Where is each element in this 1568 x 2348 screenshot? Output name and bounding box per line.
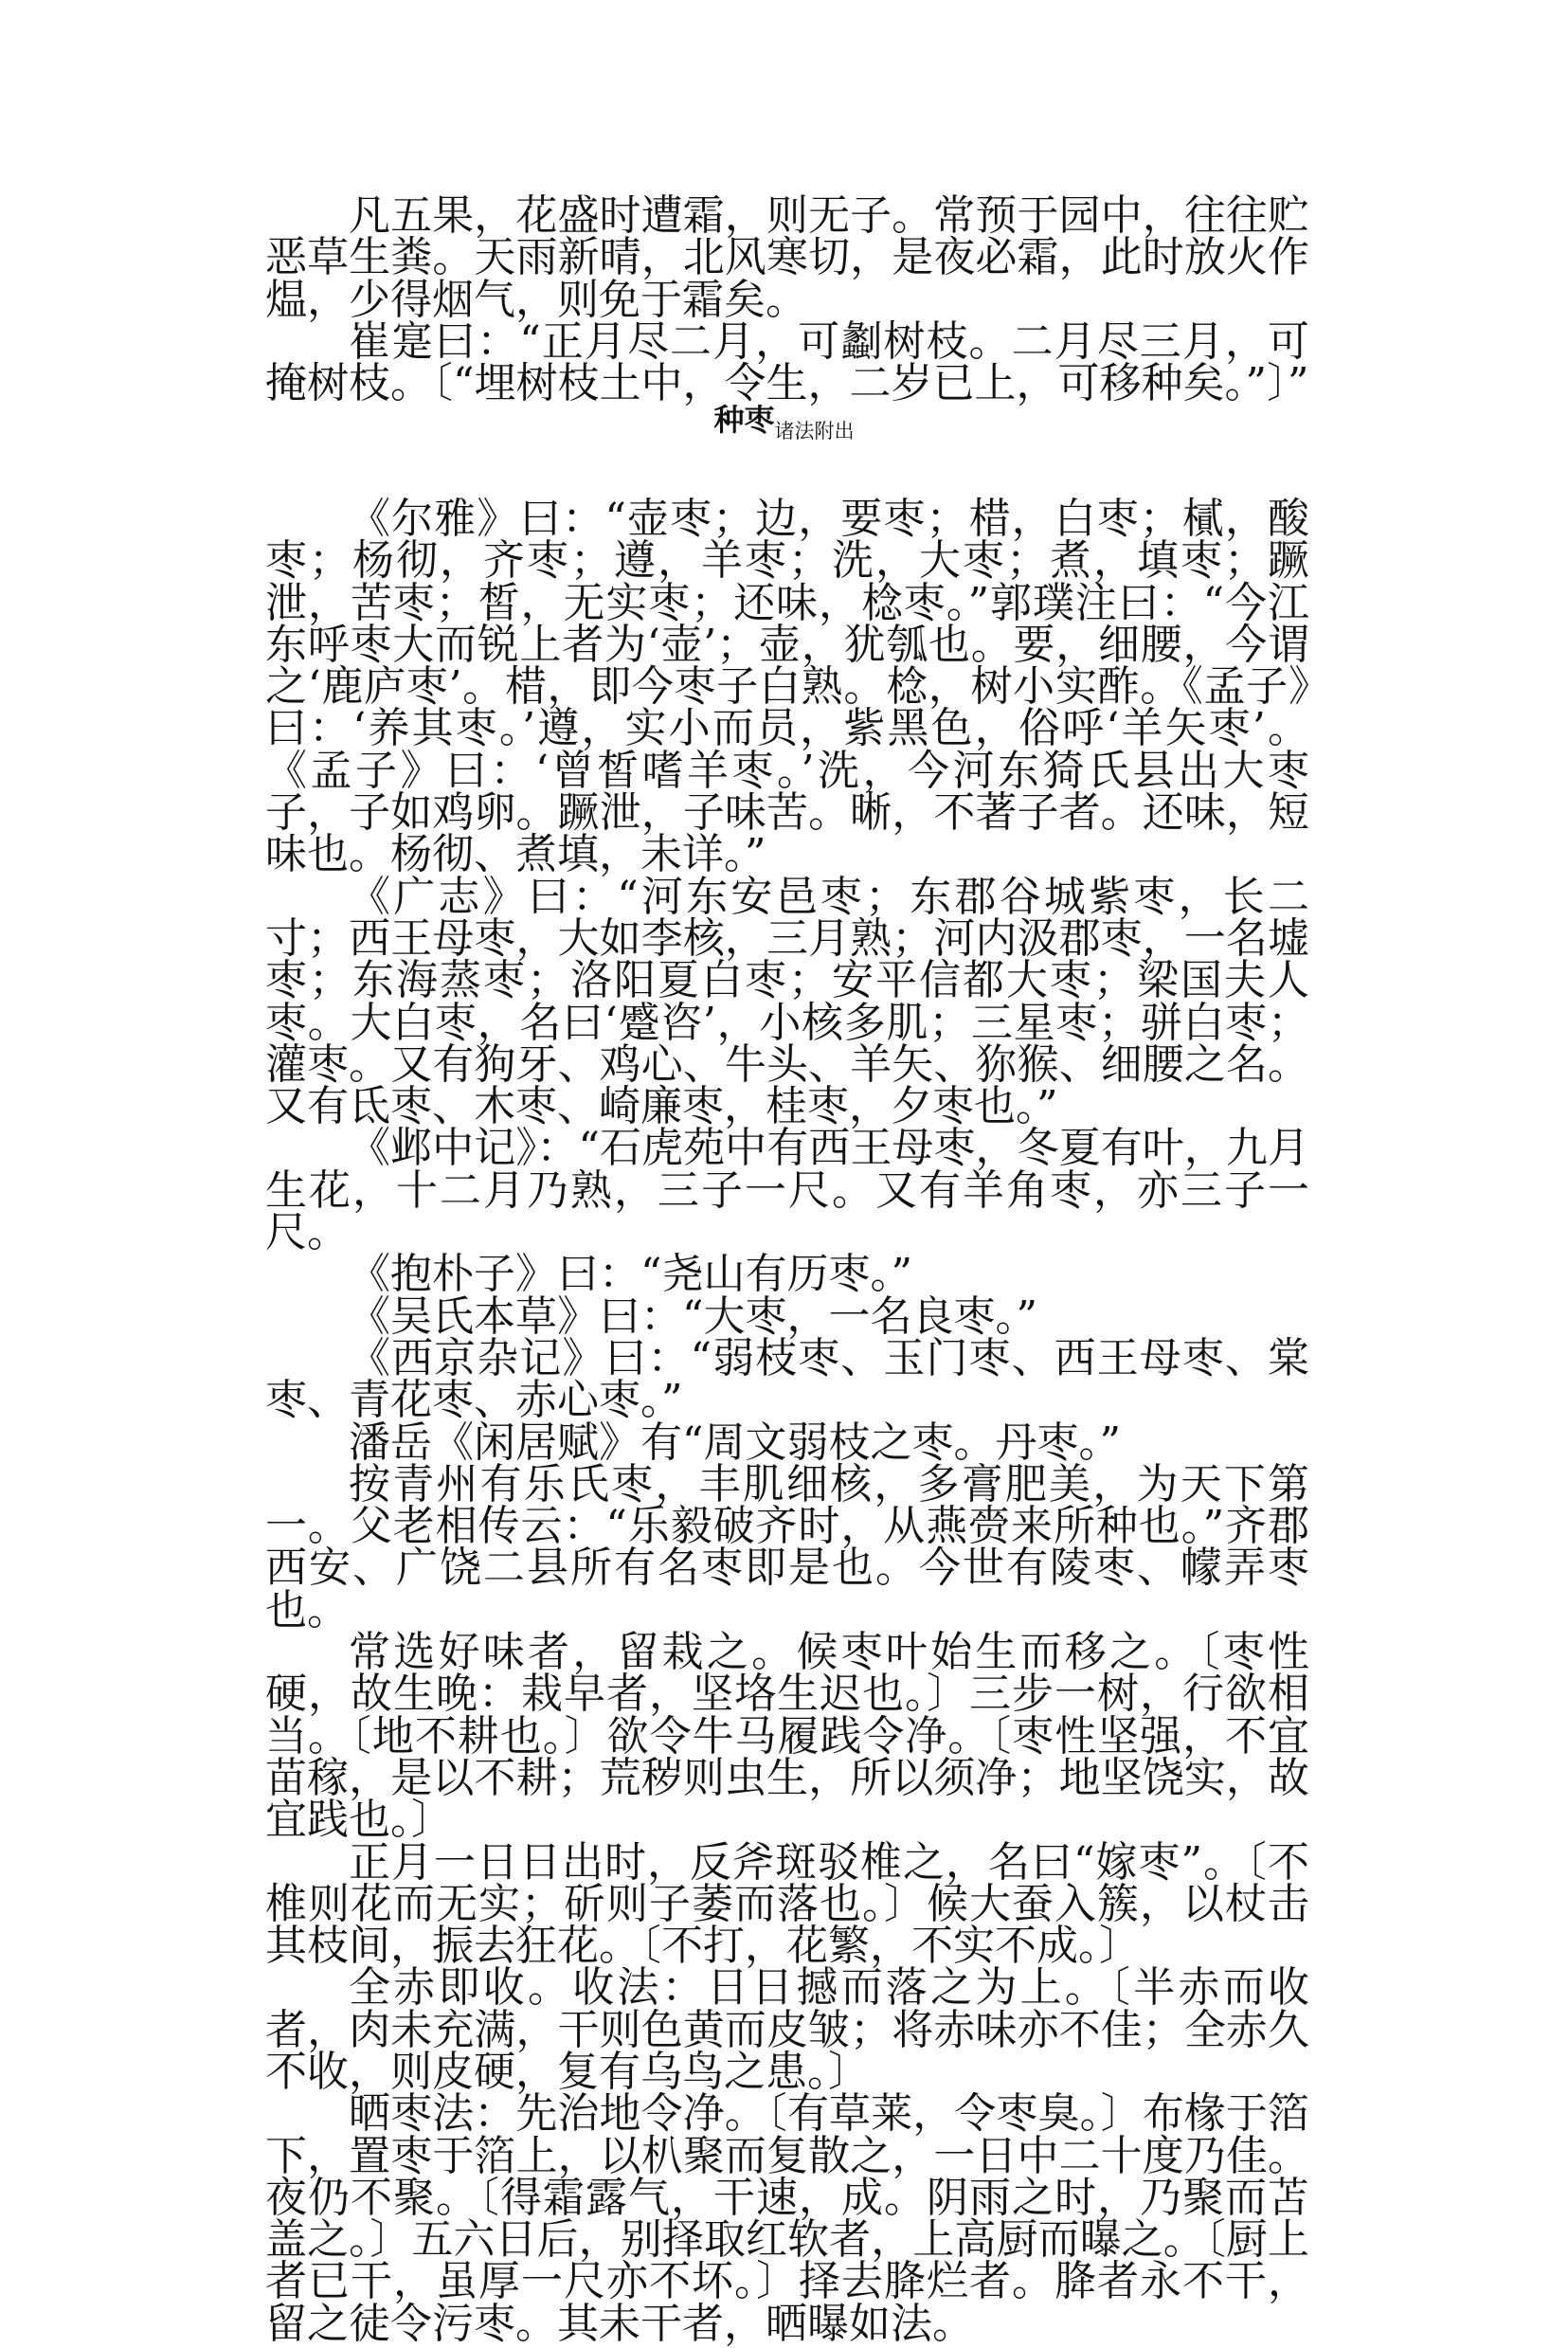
heading-main: 种枣 <box>713 402 775 438</box>
paragraph-cui-shi: 崔寔曰：“正月尽二月，可劙树枝。二月尽三月，可掩树枝。〔“埋树枝土中，令生，二岁已上，可移种矣。”〕” <box>265 316 1309 408</box>
paragraph-planting: 常选好味者，留栽之。候枣叶始生而移之。〔枣性硬，故生晚：栽早者，坚垎生迟也。〕三步一树，行欲相当。〔地不耕也。〕欲令牛马履践令净。〔枣性坚强，不宜苗稼，是以不耕；荒秽则虫生，所以须净；地坚饶实，故宜践也。〕 <box>265 1628 1309 1845</box>
paragraph-frost: 凡五果，花盛时遭霜，则无子。常预于园中，往往贮恶草生粪。天雨新晴，北风寒切，是夜必霜，此时放火作煴，少得烟气，则免于霜矣。 <box>265 191 1309 324</box>
paragraph-wushi-bencao: 《吴氏本草》曰：“大枣，一名良枣。” <box>349 1291 1037 1341</box>
paragraph-erya: 《尔雅》曰：“壶枣；边，要枣；棤，白枣；樲，酸枣；杨彻，齐枣；遵，羊枣；洗，大枣；煮，填枣；蹶泄，苦枣；皙，无实枣；还味，棯枣。”郭璞注曰：“今江东呼枣大而锐上者为‘壶’；壶，犹瓠也。要，细腰，今谓之‘鹿庐枣’。棤，即今枣子白熟。棯，树小实酢。《孟子》曰：‘养其枣。’遵，实小而员，紫黑色，俗呼‘羊矢枣’。《孟子》曰：‘曾皙嗜羊枣。’洗，今河东猗氏县出大枣子，子如鸡卵。蹶泄，子味苦。晰，不著子者。还味，短味也。杨彻、煮填，未详。” <box>265 495 1309 879</box>
paragraph-baopuzi: 《抱朴子》曰：“尧山有历枣。” <box>349 1250 912 1299</box>
paragraph-xijing-zaji: 《西京杂记》曰：“弱枝枣、玉门枣、西王母枣、棠枣、青花枣、赤心枣。” <box>265 1333 1309 1425</box>
paragraph-qingzhou: 按青州有乐氏枣，丰肌细核，多膏肥美，为天下第一。父老相传云：“乐毅破齐时，从燕赍来所种也。”齐郡西安、广饶二县所有名枣即是也。今世有陵枣、幪弄枣也。 <box>265 1459 1309 1635</box>
paragraph-yezhongji: 《邺中记》：“石虎苑中有西王母枣，冬夏有叶，九月生花，十二月乃熟，三子一尺。又有羊角枣，亦三子一尺。 <box>265 1124 1309 1257</box>
heading-subtitle: 诸法附出 <box>774 420 855 443</box>
paragraph-harvest: 全赤即收。收法：日日撼而落之为上。〔半赤而收者，肉未充满，干则色黄而皮皱；将赤味亦不佳；全赤久不收，则皮硬，复有乌鸟之患。〕 <box>265 1963 1309 2096</box>
paragraph-pan-yue: 潘岳《闲居赋》有“周文弱枝之枣。丹枣。” <box>349 1418 1121 1467</box>
paragraph-marrying-jujube: 正月一日日出时，反斧斑驳椎之，名曰“嫁枣”。〔不椎则花而无实；斫则子萎而落也。〕候大蚕入簇，以杖击其枝间，振去狂花。〔不打，花繁，不实不成。〕 <box>265 1837 1309 1971</box>
paragraph-guangzhi: 《广志》曰：“河东安邑枣；东郡谷城紫枣，长二寸；西王母枣，大如李核，三月熟；河内汲郡枣，一名墟枣；东海蒸枣；洛阳夏白枣；安平信都大枣；梁国夫人枣。大白枣，名曰‘蹙咨’，小核多肌；三星枣；骈白枣；灌枣。又有狗牙、鸡心、牛头、羊矢、狝猴、细腰之名。又有氐枣、木枣、崎廉枣，桂枣，夕枣也。” <box>265 872 1309 1131</box>
paragraph-drying: 晒枣法：先治地令净。〔有草莱，令枣臭。〕布椽于箔下，置枣于箔上，以朳聚而复散之，一日中二十度乃佳。夜仍不聚。〔得霜露气，干速，成。阴雨之时，乃聚而苫盖之。〕五六日后，别择取红软者，上高厨而曝之。〔厨上者已干，虽厚一尺亦不坏。〕择去胮烂者。胮者永不干，留之徒令污枣。其未干者，晒曝如法。 <box>265 2089 1309 2348</box>
section-heading <box>0 396 1568 443</box>
intro-section <box>265 191 1309 408</box>
jujube-section-body <box>265 495 1309 2348</box>
